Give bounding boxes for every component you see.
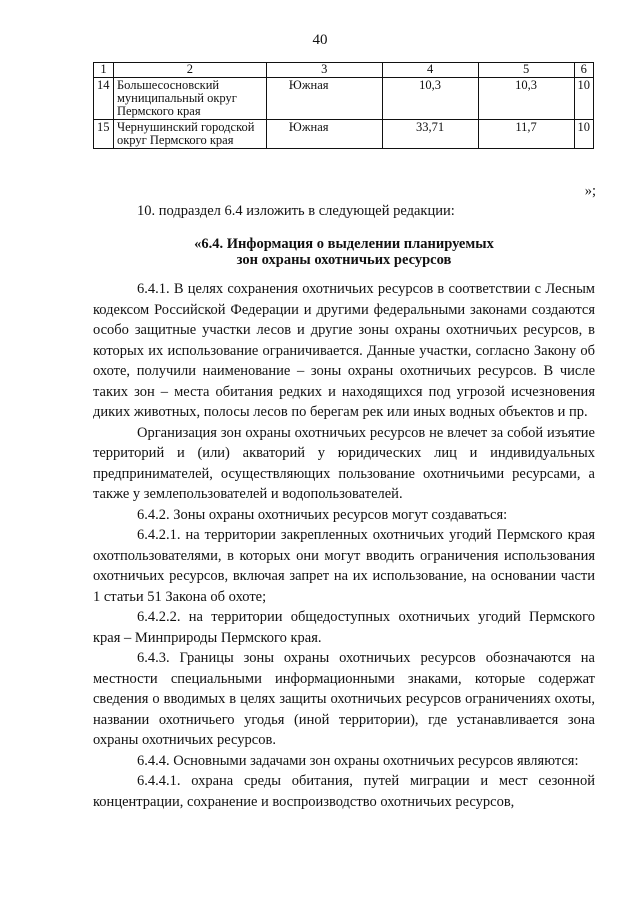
table-header-cell: 1	[94, 63, 114, 78]
zone-cell: Южная	[266, 78, 382, 120]
value-cell-4: 10,3	[382, 78, 478, 120]
value-cell-6: 10	[574, 78, 594, 120]
value-cell-6: 10	[574, 120, 594, 149]
paragraph-6-4-4-1: 6.4.4.1. охрана среды обитания, путей миграции и мест сезонной концентрации, сохранение и воспроизводство охотничьих ресурсов,	[93, 773, 595, 810]
territory-name-cell: Чернушинский городской округ Пермского края	[113, 120, 266, 149]
value-cell-5: 10,3	[478, 78, 574, 120]
table-header-cell: 3	[266, 63, 382, 78]
table-row	[94, 120, 594, 149]
regions-table	[93, 62, 594, 149]
paragraph-6-4-4: 6.4.4. Основными задачами зон охраны охотничьих ресурсов являются:	[137, 752, 579, 769]
paragraph-6-4-3: 6.4.3. Границы зоны охраны охотничьих ресурсов обозначаются на местности специальными информационными знаками, которые содержат сведения о вводимых в целях защиты охотничьих ресурсов ограничениях охоты, названии охотничьего угодья (иной территории), где устанавливается зона охраны охотничьих ресурсов.	[93, 650, 595, 748]
territory-name-cell: Большесосновский муниципальный округ Пермского края	[113, 78, 266, 120]
section-heading-line-2: зон охраны охотничьих ресурсов	[236, 252, 452, 268]
zone-cell: Южная	[266, 120, 382, 149]
table-header-cell: 4	[382, 63, 478, 78]
paragraph-6-4-2: 6.4.2. Зоны охраны охотничьих ресурсов могут создаваться:	[137, 506, 508, 523]
table-row	[94, 78, 594, 120]
table-header-cell: 2	[113, 63, 266, 78]
paragraph-6-4-1: 6.4.1. В целях сохранения охотничьих ресурсов в соответствии с Лесным кодексом Российской Федерации и другими федеральными законами создаются особо защитные участки лесов и другие зоны охраны охотничьих ресурсов, в которых их использование ограничивается. Данные участки, согласно Закону об охоте, получили наименование – зоны охраны охотничьих ресурсов. В числе таких зон – места обитания редких и находящихся под угрозой исчезновения диких животных, полосы лесов по берегам рек или иных водных объектов и пр.	[93, 281, 595, 420]
intro-paragraph	[93, 201, 595, 222]
table-header-cell: 6	[574, 63, 594, 78]
page-number: 40	[312, 32, 328, 48]
paragraph-6-4-2-2: 6.4.2.2. на территории общедоступных охотничьих угодий Пермского края – Минприроды Пермского края.	[93, 609, 595, 646]
paragraph-organization: Организация зон охраны охотничьих ресурсов не влечет за собой изъятие территорий и (или) акваторий у юридических лиц и индивидуальных предпринимателей, осуществляющих пользование охотничьими ресурсами, а также у землепользователей и водопользователей.	[93, 424, 595, 502]
value-cell-5: 11,7	[478, 120, 574, 149]
section-body	[93, 279, 595, 812]
row-number-cell: 14	[94, 78, 114, 120]
section-heading-line-1: «6.4. Информация о выделении планируемых	[194, 236, 494, 252]
row-number-cell: 15	[94, 120, 114, 149]
table-header-row	[94, 63, 594, 78]
section-heading	[93, 236, 595, 268]
intro-text: 10. подраздел 6.4 изложить в следующей редакции:	[137, 203, 455, 219]
closing-quote: »;	[584, 183, 596, 199]
paragraph-6-4-2-1: 6.4.2.1. на территории закрепленных охотничьих угодий Пермского края охотпользователями, в которых они могут вводить ограничения использования охотничьих ресурсов, включая запрет на их использование, на основании части 1 статьи 51 Закона об охоте;	[93, 527, 595, 605]
table-header-cell: 5	[478, 63, 574, 78]
value-cell-4: 33,71	[382, 120, 478, 149]
